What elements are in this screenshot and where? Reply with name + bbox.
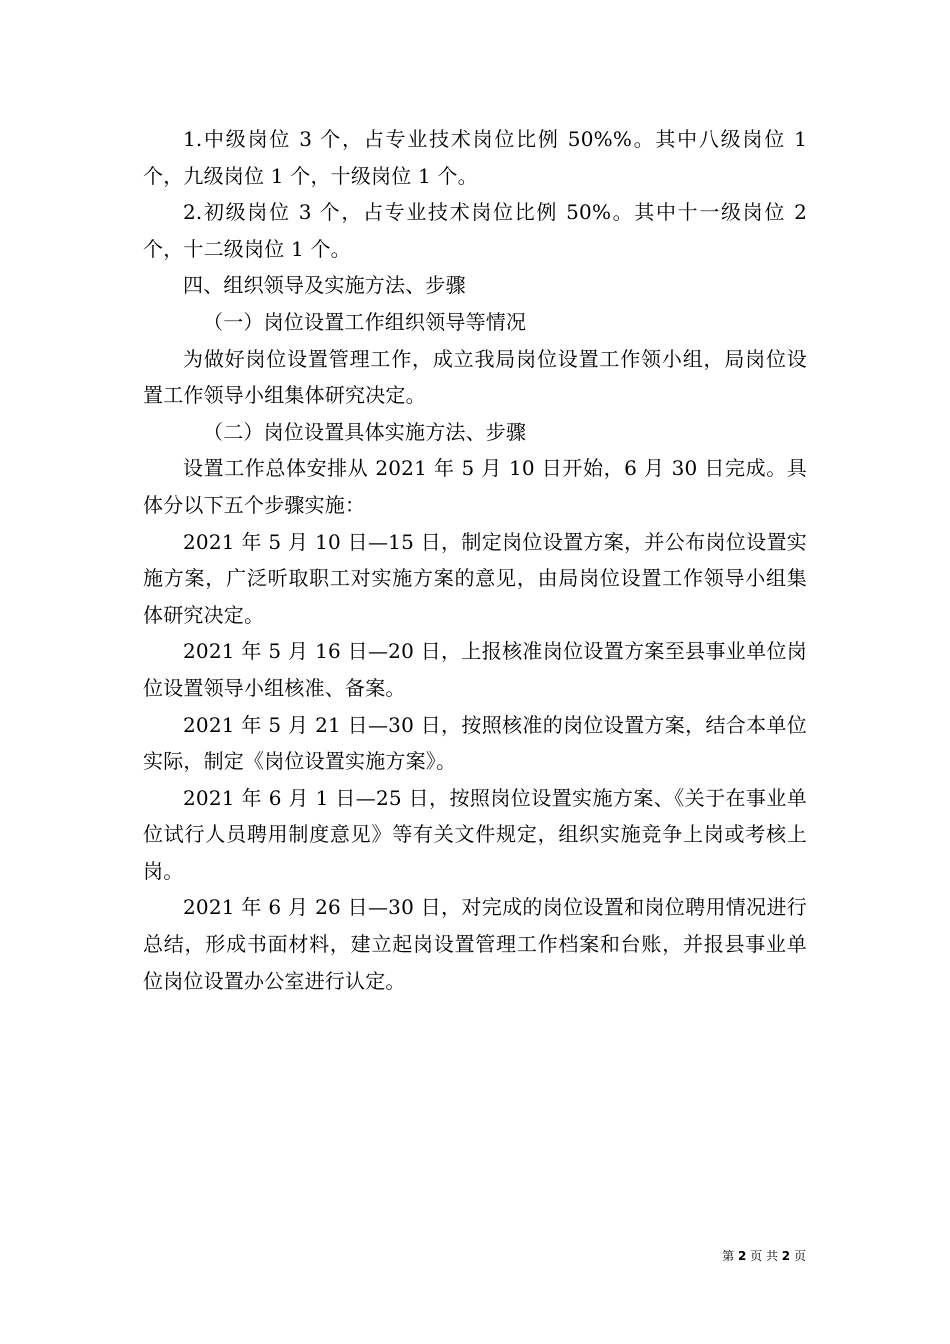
paragraph-junior-level-posts: 2.初级岗位 3 个，占专业技术岗位比例 50%。其中十一级岗位 2 个，十二级岗位 1 个。 [143, 200, 807, 261]
paragraph-step-4: 2021 年 6 月 1 日—25 日，按照岗位设置实施方案、《关于在事业单位试行人员聘用制度意见》等有关文件规定，组织实施竞争上岗或考核上岗。 [143, 785, 807, 883]
paragraph-mid-level-posts: 1.中级岗位 3 个，占专业技术岗位比例 50%%。其中八级岗位 1 个，九级岗位 1 个，十级岗位 1 个。 [143, 127, 807, 188]
paragraph-step-1: 2021 年 5 月 10 日—15 日，制定岗位设置方案，并公布岗位设置实施方案，广泛听取职工对实施方案的意见，由局岗位设置工作领导小组集体研究决定。 [143, 529, 807, 627]
paragraph-leadership-group: 为做好岗位设置管理工作，成立我局岗位设置工作领小组，局岗位设置工作领导小组集体研究决定。 [143, 346, 807, 408]
paragraph-step-2: 2021 年 5 月 16 日—20 日，上报核准岗位设置方案至县事业单位岗位设置领导小组核准、备案。 [143, 639, 807, 700]
subheading-leadership: （一）岗位设置工作组织领导等情况 [203, 309, 527, 334]
footer-prefix: 第 [722, 1249, 735, 1263]
document-body [143, 121, 807, 999]
paragraph-overall-schedule: 设置工作总体安排从 2021 年 5 月 10 日开始，6 月 30 日完成。具体分以下五个步骤实施： [143, 456, 807, 517]
footer-suffix: 页 [793, 1249, 806, 1263]
subheading-methods-steps: （二）岗位设置具体实施方法、步骤 [203, 419, 527, 444]
section-heading-organization: 四、组织领导及实施方法、步骤 [183, 273, 466, 298]
paragraph-step-5: 2021 年 6 月 26 日—30 日，对完成的岗位设置和岗位聘用情况进行总结，形成书面材料，建立起岗设置管理工作档案和台账，并报县事业单位岗位设置办公室进行认定。 [143, 895, 807, 993]
page-number-footer [722, 1248, 806, 1264]
paragraph-step-3: 2021 年 5 月 21 日—30 日，按照核准的岗位设置方案，结合本单位实际，制定《岗位设置实施方案》。 [143, 712, 807, 774]
footer-current-page: 2 [737, 1249, 747, 1263]
footer-total-pages: 2 [781, 1249, 791, 1263]
footer-middle: 页 共 [750, 1249, 778, 1263]
